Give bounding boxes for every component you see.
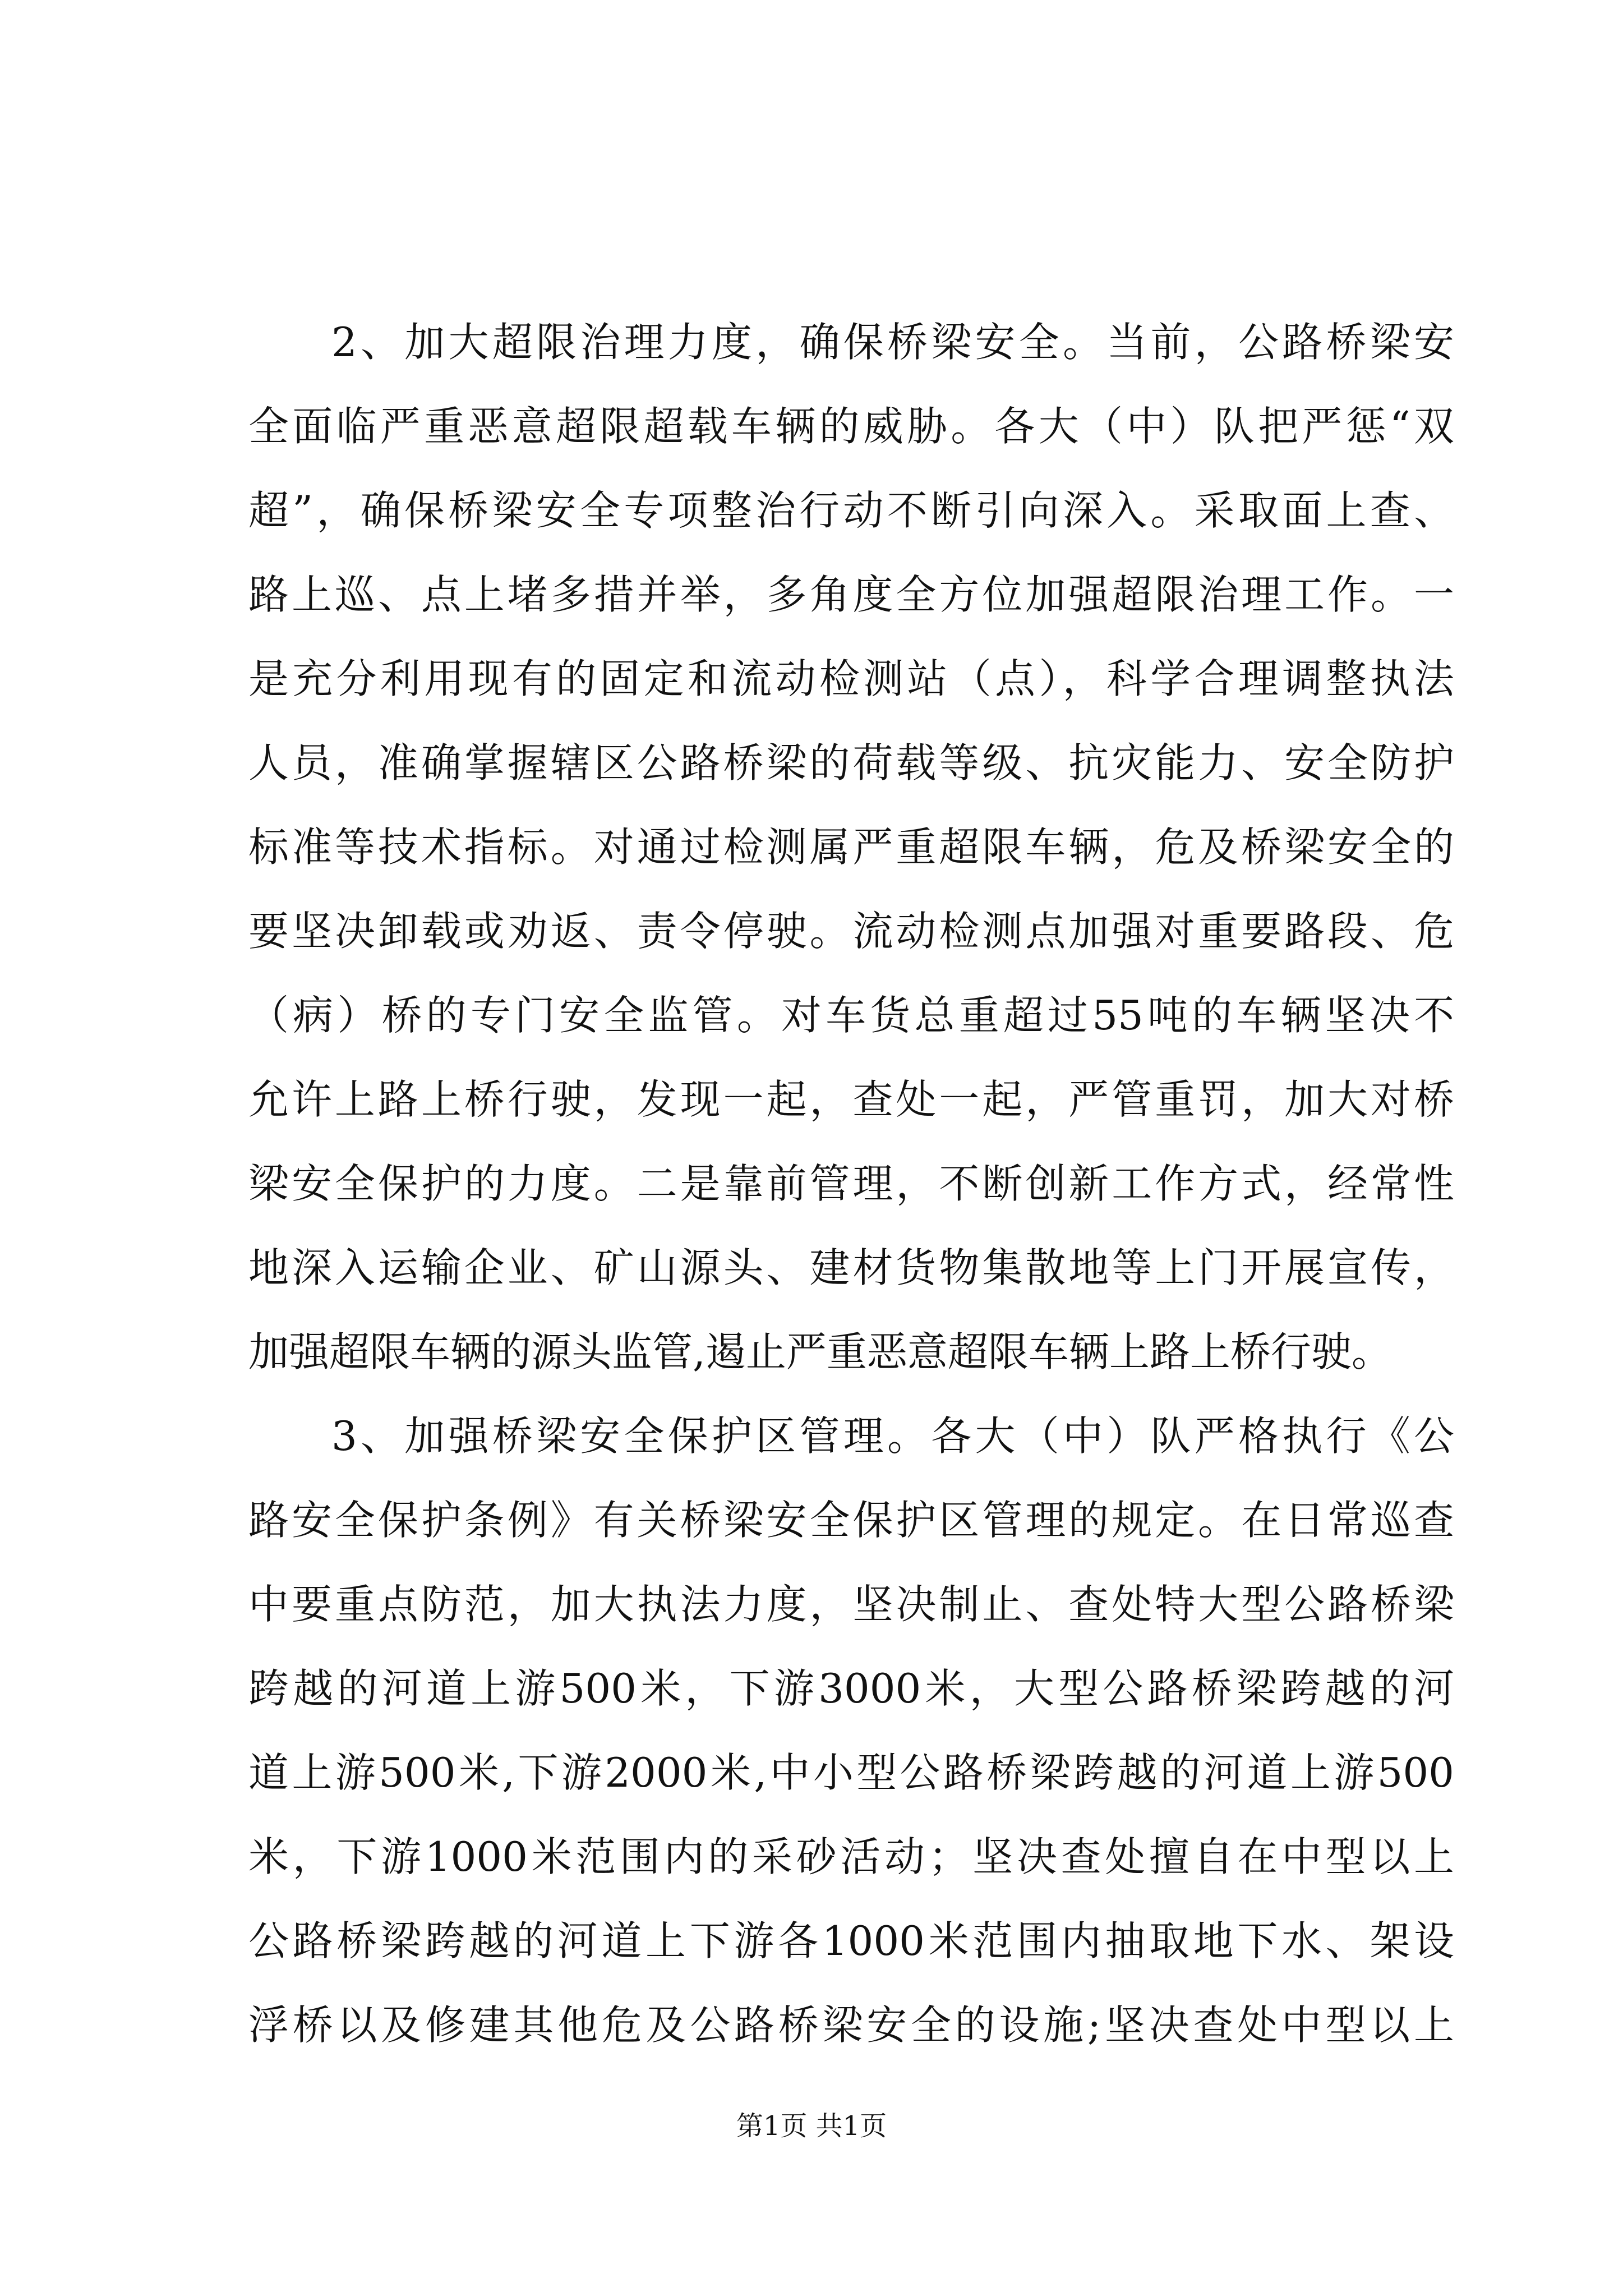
paragraph-2-line-4: 跨越的河道上游500米，下游3000米，大型公路桥梁跨越的河 xyxy=(248,1665,1454,1712)
paragraph-1-line-7: 标准等技术指标。对通过检测属严重超限车辆，危及桥梁安全的 xyxy=(248,823,1454,871)
paragraph-1-line-9: （病）桥的专门安全监管。对车货总重超过55吨的车辆坚决不 xyxy=(248,992,1454,1039)
paragraph-2-line-2: 路安全保护条例》有关桥梁安全保护区管理的规定。在日常巡查 xyxy=(248,1497,1454,1544)
paragraph-1-line-1: 2、加大超限治理力度，确保桥梁安全。当前，公路桥梁安 xyxy=(331,319,1454,366)
page-footer: 第1页 共1页 xyxy=(736,2110,887,2142)
paragraph-2-line-7: 公路桥梁跨越的河道上下游各1000米范围内抽取地下水、架设 xyxy=(248,1917,1454,1964)
paragraph-1-line-13: 加强超限车辆的源头监管,遏止严重恶意超限车辆上路上桥行驶。 xyxy=(248,1328,1392,1375)
paragraph-1-line-5: 是充分利用现有的固定和流动检测站（点），科学合理调整执法 xyxy=(248,655,1454,702)
paragraph-2-line-5: 道上游500米,下游2000米,中小型公路桥梁跨越的河道上游500 xyxy=(248,1749,1454,1796)
paragraph-1-line-8: 要坚决卸载或劝返、责令停驶。流动检测点加强对重要路段、危 xyxy=(248,908,1454,955)
paragraph-1-line-11: 梁安全保护的力度。二是靠前管理，不断创新工作方式，经常性 xyxy=(248,1160,1454,1207)
paragraph-1-line-6: 人员，准确掌握辖区公路桥梁的荷载等级、抗灾能力、安全防护 xyxy=(248,739,1454,786)
paragraph-1-line-4: 路上巡、点上堵多措并举，多角度全方位加强超限治理工作。一 xyxy=(248,571,1454,618)
paragraph-1-line-10: 允许上路上桥行驶，发现一起，查处一起，严管重罚，加大对桥 xyxy=(248,1076,1454,1123)
paragraph-2-line-8: 浮桥以及修建其他危及公路桥梁安全的设施;坚决查处中型以上 xyxy=(248,2001,1454,2049)
paragraph-1-line-12: 地深入运输企业、矿山源头、建材货物集散地等上门开展宣传， xyxy=(248,1244,1454,1291)
paragraph-1-line-2: 全面临严重恶意超限超载车辆的威胁。各大（中）队把严惩“双 xyxy=(248,403,1454,450)
paragraph-2-line-1: 3、加强桥梁安全保护区管理。各大（中）队严格执行《公 xyxy=(331,1412,1454,1460)
paragraph-2-line-6: 米，下游1000米范围内的采砂活动；坚决查处擅自在中型以上 xyxy=(248,1833,1454,1880)
paragraph-2-line-3: 中要重点防范，加大执法力度，坚决制止、查处特大型公路桥梁 xyxy=(248,1581,1454,1628)
paragraph-1-line-3: 超”，确保桥梁安全专项整治行动不断引向深入。采取面上查、 xyxy=(248,487,1454,534)
